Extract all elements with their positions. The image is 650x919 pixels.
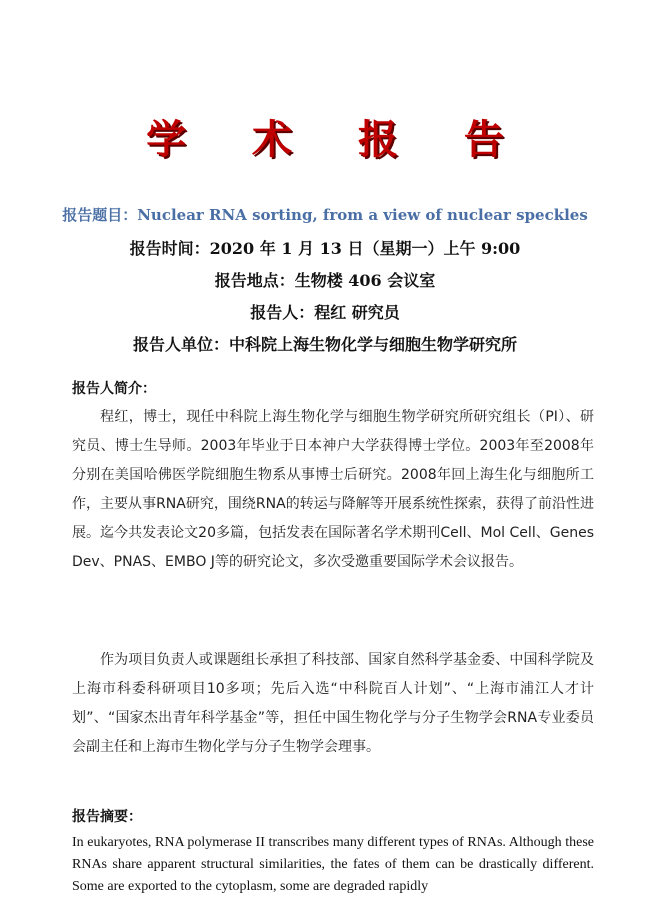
report-time: 报告时间：2020 年 1 月 13 日（星期一）上午 9:00 <box>129 239 521 258</box>
report-speaker-unit: 报告人单位：中科院上海生物化学与细胞生物学研究所 <box>132 335 517 354</box>
abstract-heading: 报告摘要： <box>72 809 142 825</box>
report-place: 报告地点：生物楼 406 会议室 <box>214 271 436 290</box>
bio-paragraph-1: 程红，博士，现任中科院上海生物化学与细胞生物学研究所研究组长（PI）、研究员、博士生导师。2003年毕业于日本神户大学获得博士学位。2003年至2008年分别在美国哈佛医学院细胞生物系从事博士后研究。2008年回上海生化与细胞所工作，主要从事RNA研究，围绕RNA的转运与降解等开展系统性探索，获得了前沿性进展。迄今共发表论文20多篇，包括发表在国际著名学术期刊Cell、Mol Cell、Genes Dev、PNAS、EMBO J等的研究论文，多次受邀重要国际学术会议报告。 <box>72 409 594 570</box>
report-speaker: 报告人：程红 研究员 <box>250 303 400 322</box>
bio-heading: 报告人简介： <box>72 381 156 397</box>
bio-paragraph-2: 作为项目负责人或课题组长承担了科技部、国家自然科学基金委、中国科学院及上海市科委科研项目10多项；先后入选“中科院百人计划”、“上海市浦江人才计划”、“国家杰出青年科学基金”等，担任中国生物化学与分子生物学会RNA专业委员会副主任和上海市生物化学与分子生物学会理事。 <box>72 652 594 755</box>
report-topic: 报告题目：Nuclear RNA sorting, from a view of nuclear speckles <box>62 206 588 224</box>
page-title: 学 术 报 告 <box>146 116 530 163</box>
abstract-text: In eukaryotes, RNA polymerase II transcribes many different types of RNAs. Although these RNAs share apparent structural similarities, the fates of them can be drastically different. Some are exported to the cytoplasm, some are degraded rapidly <box>72 835 594 894</box>
